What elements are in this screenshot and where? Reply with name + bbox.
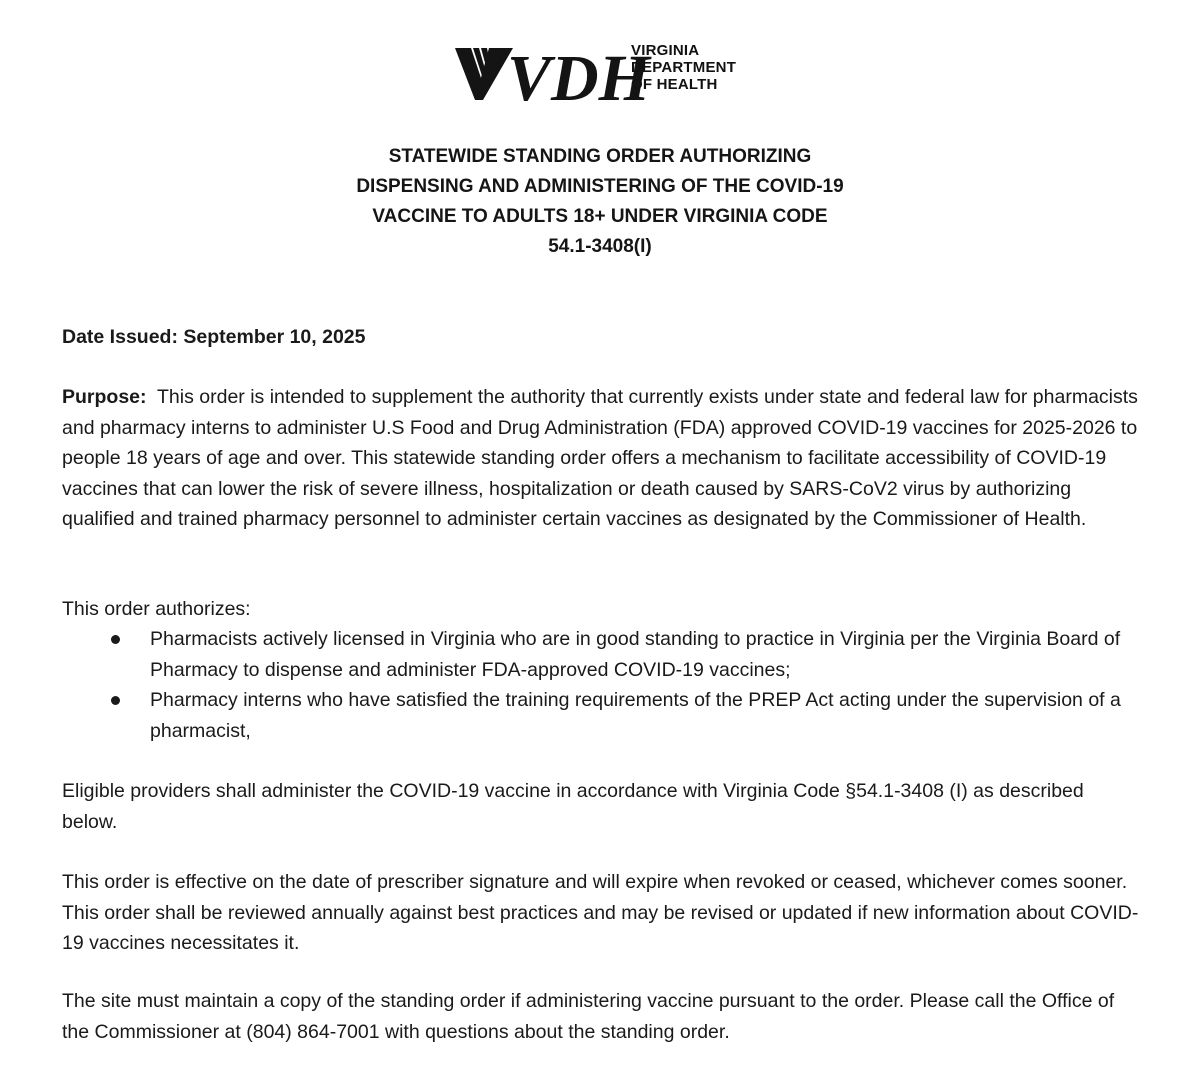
authorizes-list: [108, 624, 1148, 746]
document-title: [0, 142, 1200, 262]
list-item: [108, 685, 1148, 746]
authorizes-item-1: Pharmacists actively licensed in Virginia who are in good standing to practice in Virginia per the Virginia Board of Pharmacy to dispense and administer FDA-approved COVID-19 vaccines;: [150, 628, 1121, 681]
vdh-logo-icon: [453, 38, 651, 115]
authorizes-item-2: Pharmacy interns who have satisfied the training requirements of the PREP Act acting under the supervision of a pharmacist,: [150, 689, 1121, 742]
title-line-1: STATEWIDE STANDING ORDER AUTHORIZING: [388, 146, 812, 167]
logo-line-department: DEPARTMENT: [631, 59, 737, 76]
vdh-logo-text: VDH: [507, 42, 651, 115]
vdh-logo: [453, 38, 753, 115]
effective-paragraph: This order is effective on the date of prescriber signature and will expire when revoked or ceased, whichever comes sooner. This order shall be reviewed annually against best practices and may be revised or updated if new information about COVID-19 vaccines necessitates it.: [62, 871, 1139, 954]
date-issued-label: Date Issued:: [62, 326, 178, 348]
title-line-3: VACCINE TO ADULTS 18+ UNDER VIRGINIA CODE: [372, 206, 828, 227]
logo-line-virginia: VIRGINIA: [631, 42, 700, 59]
purpose-label: Purpose:: [62, 386, 147, 408]
bullet-icon: [111, 635, 120, 644]
site-paragraph: The site must maintain a copy of the standing order if administering vaccine pursuant to the order. Please call the Office of the Commissioner at (804) 864-7001 with questions about the standing order.: [62, 990, 1115, 1043]
authorizes-intro: This order authorizes:: [62, 598, 251, 620]
title-line-2: DISPENSING AND ADMINISTERING OF THE COVID-19: [356, 176, 844, 197]
title-line-4: 54.1-3408(I): [548, 236, 652, 257]
logo-line-health: OF HEALTH: [631, 76, 718, 93]
purpose-paragraph: [62, 382, 1142, 535]
purpose-text: This order is intended to supplement the authority that currently exists under state and federal law for pharmacists and pharmacy interns to administer U.S Food and Drug Administration (FDA) approved COVID-19 vaccines for 2025-2026 to people 18 years of age and over. This statewide standing order offers a mechanism to facilitate accessibility of COVID-19 vaccines that can lower the risk of severe illness, hospitalization or death caused by SARS-CoV2 virus by authorizing qualified and trained pharmacy personnel to administer certain vaccines as designated by the Commissioner of Health.: [62, 386, 1138, 530]
date-issued: [62, 322, 1142, 353]
bullet-icon: [111, 696, 120, 705]
eligible-paragraph: Eligible providers shall administer the COVID-19 vaccine in accordance with Virginia Code §54.1-3408 (I) as described below.: [62, 780, 1084, 833]
date-issued-value: September 10, 2025: [183, 326, 366, 348]
list-item: [108, 624, 1148, 685]
